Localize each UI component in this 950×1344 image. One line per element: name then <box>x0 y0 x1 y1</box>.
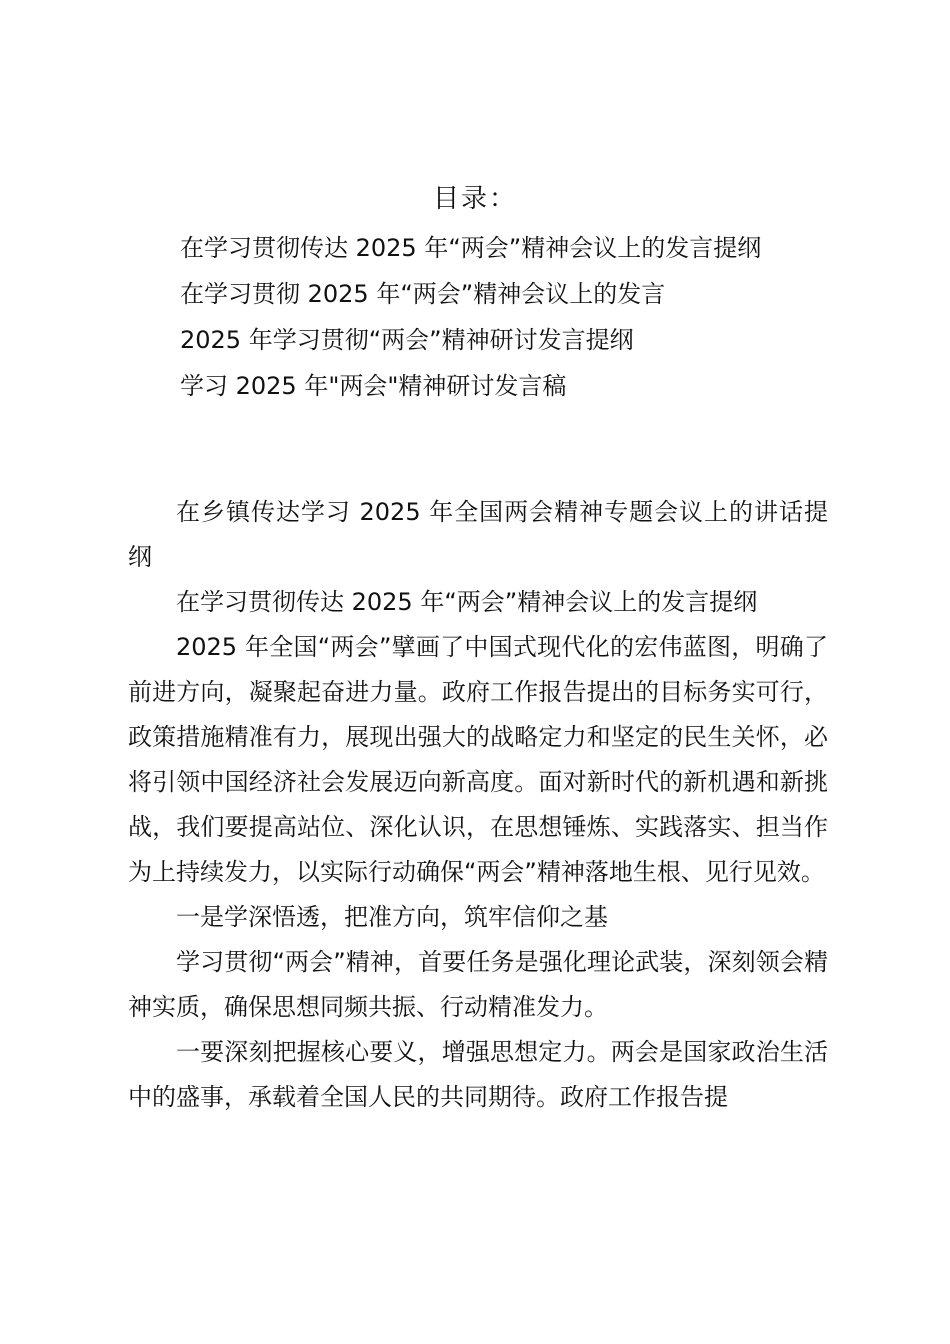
toc-title: 目录： <box>432 184 517 214</box>
toc-list <box>180 225 860 409</box>
point-heading: 一是学深悟透，把准方向，筑牢信仰之基 <box>176 903 608 931</box>
toc-item[interactable]: 在学习贯彻传达 2025 年“两会”精神会议上的发言提纲 <box>180 234 762 262</box>
document-body <box>128 490 828 1120</box>
toc-item[interactable]: 2025 年学习贯彻“两会”精神研讨发言提纲 <box>180 326 634 354</box>
section-subheading: 在学习贯彻传达 2025 年“两会”精神会议上的发言提纲 <box>176 588 758 616</box>
toc-item[interactable]: 在学习贯彻 2025 年“两会”精神会议上的发言 <box>180 280 666 308</box>
toc-item[interactable]: 学习 2025 年"两会"精神研讨发言稿 <box>180 372 567 400</box>
section-heading: 在乡镇传达学习 2025 年全国两会精神专题会议上的讲话提纲 <box>128 498 828 571</box>
body-paragraph: 一要深刻把握核心要义，增强思想定力。两会是国家政治生活中的盛事，承载着全国人民的共同期待。政府工作报告提 <box>128 1038 828 1111</box>
body-paragraph: 学习贯彻“两会”精神，首要任务是强化理论武装，深刻领会精神实质，确保思想同频共振、行动精准发力。 <box>128 948 828 1021</box>
body-paragraph: 2025 年全国“两会”擘画了中国式现代化的宏伟蓝图，明确了前进方向，凝聚起奋进力量。政府工作报告提出的目标务实可行，政策措施精准有力，展现出强大的战略定力和坚定的民生关怀，必将引领中国经济社会发展迈向新高度。面对新时代的新机遇和新挑战，我们要提高站位、深化认识，在思想锤炼、实践落实、担当作为上持续发力，以实际行动确保“两会”精神落地生根、见行见效。 <box>128 633 828 886</box>
